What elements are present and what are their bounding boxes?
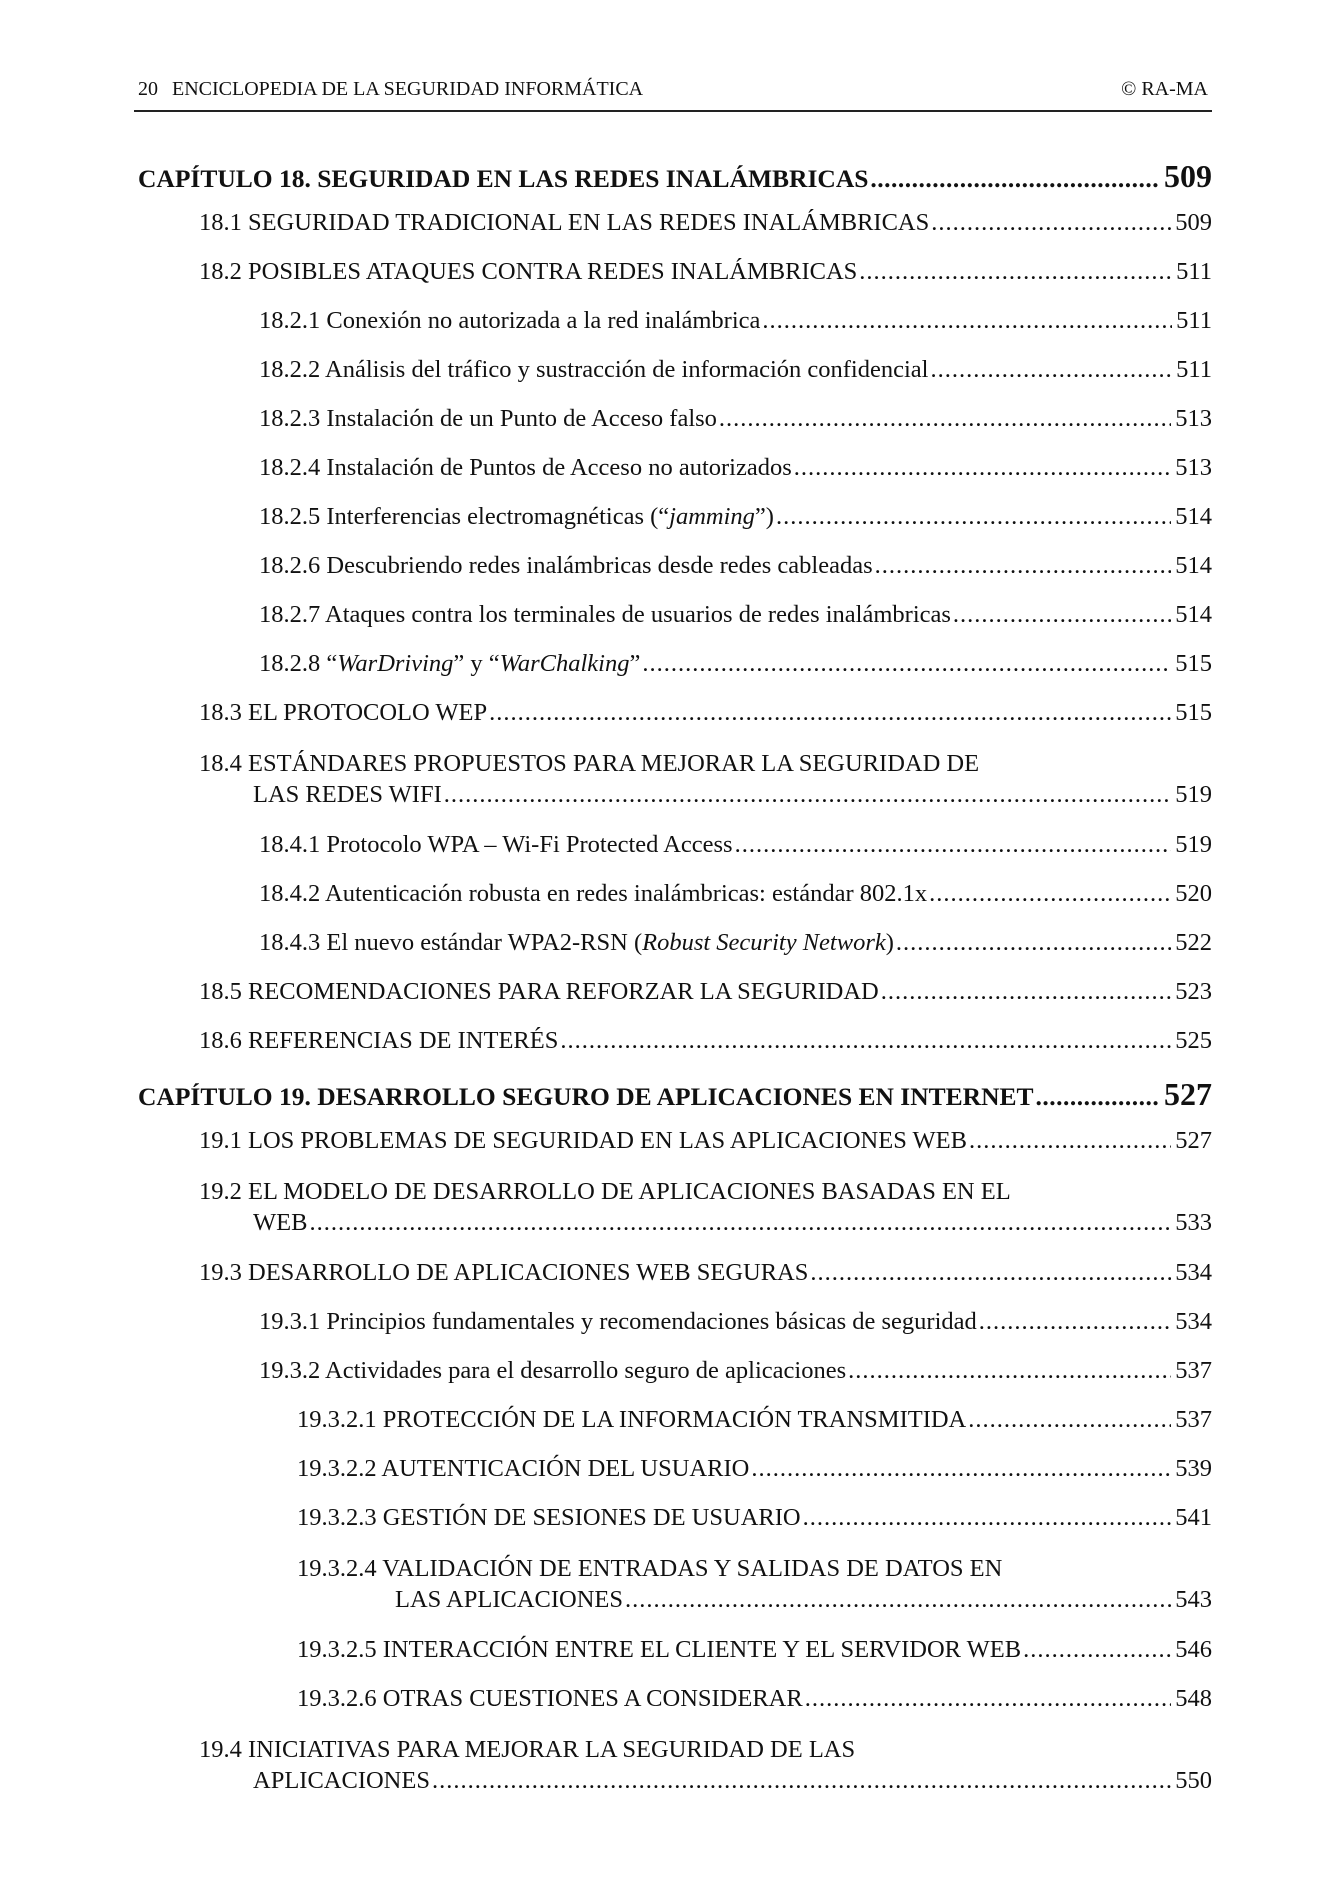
dot-leader [560, 1027, 1171, 1055]
toc-entry-title: 18.2.1 Conexión no autorizada a la red inalámbrica [259, 307, 761, 334]
dot-leader [444, 780, 1171, 810]
toc-entry-title-line2: WEB [253, 1209, 308, 1236]
toc-entry-title: 19.3.2 Actividades para el desarrollo seguro de aplicaciones [259, 1357, 847, 1384]
toc-entry-18-2[interactable] [138, 258, 1212, 286]
dot-leader [848, 1357, 1171, 1385]
toc-entry-page: 527 [1175, 1127, 1212, 1154]
toc-entry-18-2-2[interactable] [138, 356, 1212, 384]
toc-entry-title-line2: APLICACIONES [253, 1767, 430, 1794]
toc-entry-title [259, 503, 774, 531]
table-of-contents [138, 158, 1212, 1817]
toc-entry-19-3-1[interactable] [138, 1308, 1212, 1336]
toc-entry-title: 18.4.1 Protocolo WPA – Wi-Fi Protected Access [259, 831, 733, 858]
running-header [134, 78, 1212, 112]
toc-entry-page: 515 [1175, 699, 1212, 726]
toc-entry-title: CAPÍTULO 18. SEGURIDAD EN LAS REDES INALÁMBRICAS [138, 164, 869, 193]
toc-entry-title: 19.3 DESARROLLO DE APLICACIONES WEB SEGURAS [199, 1259, 809, 1286]
title-part: 18.2.8 “ [259, 650, 338, 677]
dot-leader [762, 307, 1172, 335]
toc-entry-19-3-2-6[interactable] [138, 1685, 1212, 1713]
toc-entry-18-4[interactable] [138, 748, 1212, 810]
dot-leader [810, 1259, 1171, 1287]
title-italic: WarChalking [499, 650, 630, 677]
toc-entry-title: 19.3.2.5 INTERACCIÓN ENTRE EL CLIENTE Y EL SERVIDOR WEB [297, 1636, 1022, 1663]
toc-entry-title: 18.2.4 Instalación de Puntos de Acceso no autorizados [259, 454, 792, 481]
dot-leader [432, 1766, 1171, 1796]
toc-entry-title: CAPÍTULO 19. DESARROLLO SEGURO DE APLICACIONES EN INTERNET [138, 1082, 1034, 1111]
toc-entry-page: 520 [1175, 880, 1212, 907]
toc-entry-page: 533 [1175, 1209, 1212, 1236]
toc-entry-page: 519 [1175, 781, 1212, 808]
dot-leader [751, 1455, 1171, 1483]
toc-entry-title-line2: LAS APLICACIONES [395, 1586, 624, 1613]
toc-entry-title [259, 650, 640, 678]
toc-entry-18-4-1[interactable] [138, 831, 1212, 859]
toc-entry-page: 519 [1175, 831, 1212, 858]
toc-entry-title: 19.1 LOS PROBLEMAS DE SEGURIDAD EN LAS APLICACIONES WEB [199, 1127, 967, 1154]
toc-entry-page: 523 [1175, 978, 1212, 1005]
toc-entry-page: 548 [1175, 1685, 1212, 1712]
toc-entry-page: 511 [1176, 307, 1212, 334]
toc-entry-19-3-2-3[interactable] [138, 1504, 1212, 1532]
toc-entry-page: 537 [1175, 1357, 1212, 1384]
toc-entry-title [259, 929, 894, 957]
toc-entry-page: 509 [1164, 158, 1212, 194]
toc-entry-title-line1: 19.3.2.4 VALIDACIÓN DE ENTRADAS Y SALIDAS DE DATOS EN [297, 1555, 1003, 1582]
title-part: 18.2.5 Interferencias electromagnéticas (“ [259, 503, 670, 530]
toc-entry-18-2-5[interactable] [138, 503, 1212, 531]
toc-entry-page: 546 [1175, 1636, 1212, 1663]
toc-entry-19-3-2-2[interactable] [138, 1455, 1212, 1483]
toc-entry-18-1[interactable] [138, 209, 1212, 237]
toc-entry-page: 513 [1175, 405, 1212, 432]
title-part: ) [885, 929, 894, 956]
toc-chapter-18[interactable] [138, 158, 1212, 195]
toc-entry-page: 513 [1175, 454, 1212, 481]
dot-leader [1023, 1636, 1171, 1664]
dot-leader [625, 1585, 1171, 1615]
toc-entry-page: 511 [1176, 258, 1212, 285]
toc-entry-page: 534 [1175, 1259, 1212, 1286]
toc-entry-title-line1: 19.4 INICIATIVAS PARA MEJORAR LA SEGURIDAD DE LAS [199, 1736, 856, 1763]
dot-leader [968, 1406, 1171, 1434]
title-part: ” y “ [453, 650, 500, 677]
toc-chapter-19[interactable] [138, 1076, 1212, 1113]
toc-entry-page: 522 [1175, 929, 1212, 956]
toc-entry-title: 18.2.7 Ataques contra los terminales de usuarios de redes inalámbricas [259, 601, 951, 628]
dot-leader [719, 405, 1171, 433]
dot-leader [859, 258, 1172, 286]
title-part: ”) [754, 503, 774, 530]
toc-entry-page: 514 [1175, 601, 1212, 628]
toc-entry-19-1[interactable] [138, 1127, 1212, 1155]
toc-entry-page: 534 [1175, 1308, 1212, 1335]
title-italic: Robust Security Network [642, 929, 886, 956]
dot-leader [309, 1208, 1171, 1238]
toc-entry-title-line1: 19.2 EL MODELO DE DESARROLLO DE APLICACIONES BASADAS EN EL [199, 1178, 1011, 1205]
toc-entry-page: 514 [1175, 503, 1212, 530]
dot-leader [969, 1127, 1171, 1155]
toc-entry-title-line1: 18.4 ESTÁNDARES PROPUESTOS PARA MEJORAR LA SEGURIDAD DE [199, 750, 980, 777]
dot-leader [931, 209, 1171, 237]
toc-entry-19-3[interactable] [138, 1259, 1212, 1287]
toc-entry-title: 18.2.2 Análisis del tráfico y sustracción de información confidencial [259, 356, 929, 383]
dot-leader [776, 503, 1171, 531]
toc-entry-18-2-6[interactable] [138, 552, 1212, 580]
toc-entry-page: 537 [1175, 1406, 1212, 1433]
dot-leader [979, 1308, 1171, 1336]
book-title: ENCICLOPEDIA DE LA SEGURIDAD INFORMÁTICA [172, 78, 644, 100]
toc-entry-19-3-2-5[interactable] [138, 1636, 1212, 1664]
toc-entry-page: 539 [1175, 1455, 1212, 1482]
toc-entry-19-2[interactable] [138, 1176, 1212, 1238]
dot-leader [489, 699, 1171, 727]
toc-entry-title: 18.2.6 Descubriendo redes inalámbricas desde redes cableadas [259, 552, 873, 579]
toc-entry-page: 543 [1175, 1586, 1212, 1613]
toc-entry-title: 18.3 EL PROTOCOLO WEP [199, 699, 488, 726]
toc-entry-19-4[interactable] [138, 1734, 1212, 1796]
toc-entry-page: 509 [1175, 209, 1212, 236]
toc-entry-19-3-2-4[interactable] [138, 1553, 1212, 1615]
toc-entry-title: 19.3.2.1 PROTECCIÓN DE LA INFORMACIÓN TRANSMITIDA [297, 1406, 967, 1433]
dot-leader [870, 164, 1160, 194]
toc-entry-page: 514 [1175, 552, 1212, 579]
toc-entry-title-line2: LAS REDES WIFI [253, 781, 442, 808]
toc-entry-title: 18.5 RECOMENDACIONES PARA REFORZAR LA SEGURIDAD [199, 978, 879, 1005]
toc-entry-18-2-3[interactable] [138, 405, 1212, 433]
toc-entry-18-2-4[interactable] [138, 454, 1212, 482]
toc-entry-19-3-2[interactable] [138, 1357, 1212, 1385]
toc-entry-title: 18.4.2 Autenticación robusta en redes inalámbricas: estándar 802.1x [259, 880, 928, 907]
toc-entry-page: 511 [1176, 356, 1212, 383]
title-italic: jamming [669, 503, 755, 530]
dot-leader [929, 880, 1171, 908]
dot-leader [953, 601, 1171, 629]
toc-entry-18-4-2[interactable] [138, 880, 1212, 908]
toc-entry-19-3-2-1[interactable] [138, 1406, 1212, 1434]
dot-leader [794, 454, 1171, 482]
toc-entry-title: 19.3.2.3 GESTIÓN DE SESIONES DE USUARIO [297, 1504, 801, 1531]
header-left [138, 78, 643, 101]
toc-entry-title: 19.3.2.2 AUTENTICACIÓN DEL USUARIO [297, 1455, 750, 1482]
title-part: ” [629, 650, 641, 677]
dot-leader [896, 929, 1171, 957]
toc-entry-18-2-1[interactable] [138, 307, 1212, 335]
title-italic: WarDriving [337, 650, 454, 677]
toc-entry-page: 515 [1175, 650, 1212, 677]
dot-leader [875, 552, 1172, 580]
publisher-mark: © RA-MA [1121, 78, 1208, 100]
dot-leader [930, 356, 1172, 384]
toc-entry-title: 19.3.1 Principios fundamentales y recomendaciones básicas de seguridad [259, 1308, 977, 1335]
dot-leader [642, 650, 1171, 678]
toc-entry-18-2-8[interactable] [138, 650, 1212, 678]
title-part: 18.4.3 El nuevo estándar WPA2-RSN ( [259, 929, 643, 956]
toc-entry-title: 19.3.2.6 OTRAS CUESTIONES A CONSIDERAR [297, 1685, 803, 1712]
toc-entry-title: 18.6 REFERENCIAS DE INTERÉS [199, 1027, 559, 1054]
dot-leader [881, 978, 1172, 1006]
toc-entry-page: 550 [1175, 1767, 1212, 1794]
toc-entry-18-3[interactable] [138, 699, 1212, 727]
toc-entry-title: 18.2 POSIBLES ATAQUES CONTRA REDES INALÁMBRICAS [199, 258, 858, 285]
dot-leader [735, 831, 1172, 859]
toc-entry-18-6[interactable] [138, 1027, 1212, 1055]
toc-entry-page: 541 [1175, 1504, 1212, 1531]
toc-entry-page: 525 [1175, 1027, 1212, 1054]
dot-leader [803, 1504, 1172, 1532]
toc-entry-page: 527 [1164, 1076, 1212, 1112]
toc-entry-18-5[interactable] [138, 978, 1212, 1006]
toc-entry-18-4-3[interactable] [138, 929, 1212, 957]
toc-entry-title: 18.2.3 Instalación de un Punto de Acceso falso [259, 405, 717, 432]
toc-entry-18-2-7[interactable] [138, 601, 1212, 629]
dot-leader [805, 1685, 1172, 1713]
dot-leader [1036, 1082, 1160, 1112]
toc-entry-title: 18.1 SEGURIDAD TRADICIONAL EN LAS REDES INALÁMBRICAS [199, 209, 930, 236]
page-number: 20 [138, 78, 158, 100]
